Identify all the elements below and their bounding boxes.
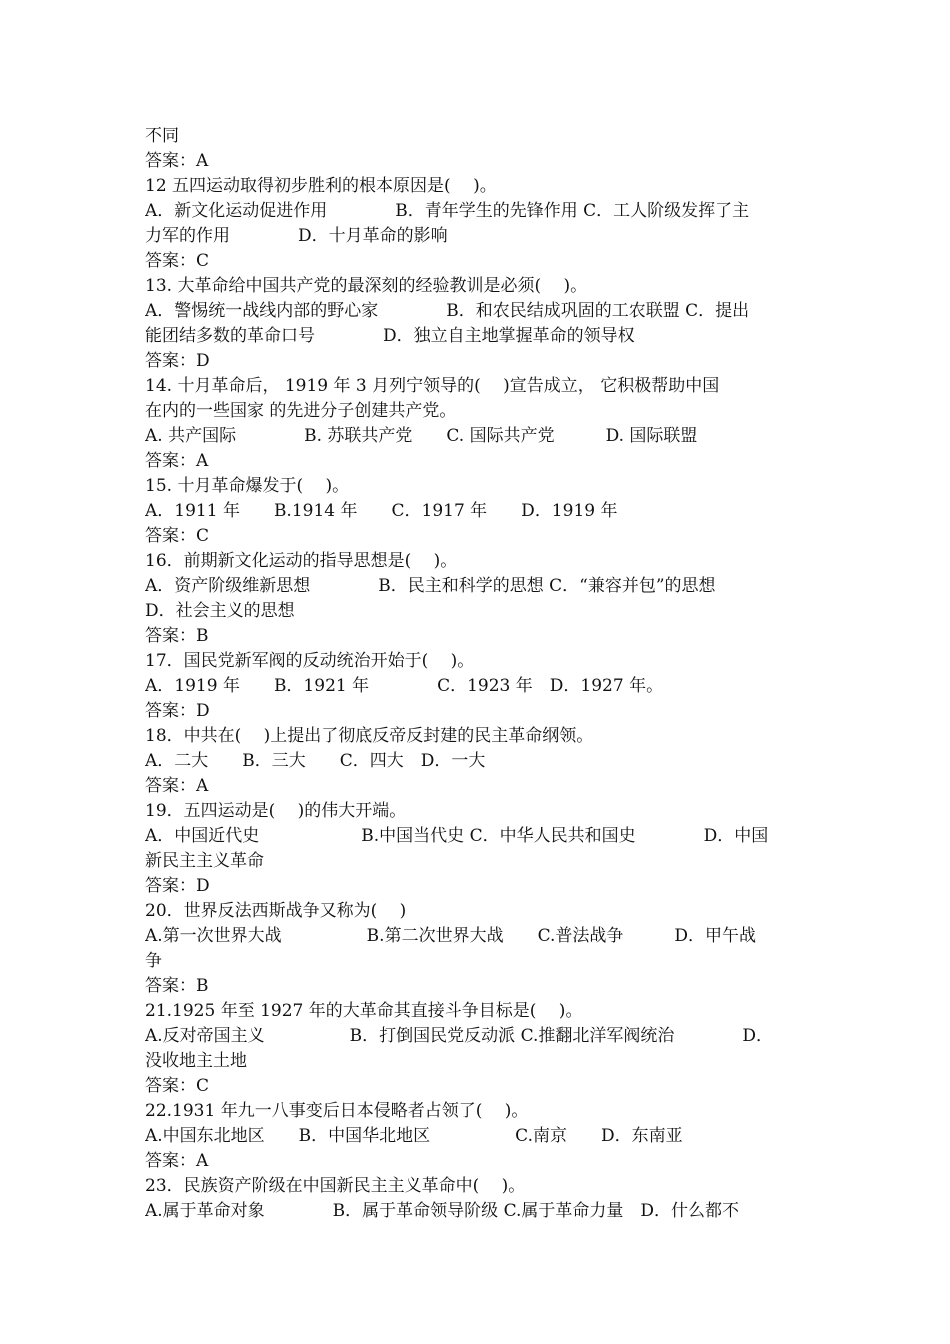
question-line: 16．前期新文化运动的指导思想是( )。 [145, 551, 458, 571]
options-line: A．1911 年 B.1914 年 C．1917 年 D．1919 年 [145, 501, 618, 521]
options-line: A.属于革命对象 B．属于革命领导阶级 C.属于革命力量 D．什么都不 [145, 1201, 740, 1221]
options-line: A．资产阶级维新思想 B．民主和科学的思想 C．“兼容并包”的思想 [145, 576, 716, 596]
options-line: A．二大 B．三大 C．四大 D．一大 [145, 751, 486, 771]
question-line: 在内的一些国家 的先进分子创建共产党。 [145, 401, 457, 421]
answer-line: 答案：A [145, 451, 209, 471]
answer-line: 答案：D [145, 351, 210, 371]
options-line: A．新文化运动促进作用 B．青年学生的先锋作用 C．工人阶级发挥了主 [145, 201, 750, 221]
options-line: 能团结多数的革命口号 D．独立自主地掌握革命的领导权 [145, 326, 635, 346]
question-line: 13. 大革命给中国共产党的最深刻的经验教训是必须( )。 [145, 276, 588, 296]
question-line: 20．世界反法西斯战争又称为( ) [145, 901, 407, 921]
options-line: 新民主主义革命 [145, 851, 264, 871]
question-line: 19．五四运动是( )的伟大开端。 [145, 801, 407, 821]
answer-line: 答案：A [145, 1151, 209, 1171]
options-line: A．1919 年 B．1921 年 C．1923 年 D．1927 年。 [145, 676, 664, 696]
question-line: 15. 十月革命爆发于( )。 [145, 476, 350, 496]
document-page [145, 124, 810, 1224]
answer-line: 答案：C [145, 251, 210, 271]
options-line: A. 共产国际 B. 苏联共产党 C. 国际共产党 D. 国际联盟 [145, 426, 698, 446]
options-line: 争 [145, 951, 162, 971]
answer-line: 答案：A [145, 151, 209, 171]
question-line: 18．中共在( )上提出了彻底反帝反封建的民主革命纲领。 [145, 726, 594, 746]
answer-line: 答案：C [145, 526, 210, 546]
question-line: 23．民族资产阶级在中国新民主主义革命中( )。 [145, 1176, 526, 1196]
options-line: A.反对帝国主义 B．打倒国民党反动派 C.推翻北洋军阀统治 D． [145, 1026, 774, 1046]
question-line: 17．国民党新军阀的反动统治开始于( )。 [145, 651, 475, 671]
question-line: 21.1925 年至 1927 年的大革命其直接斗争目标是( )。 [145, 1001, 583, 1021]
question-line: 22.1931 年九一八事变后日本侵略者占领了( )。 [145, 1101, 529, 1121]
options-line: A．中国近代史 B.中国当代史 C．中华人民共和国史 D．中国 [145, 826, 769, 846]
question-line: 14. 十月革命后， 1919 年 3 月列宁领导的( )宣告成立， 它积极帮助中国 [145, 376, 720, 396]
options-line: A.中国东北地区 B．中国华北地区 C.南京 D．东南亚 [145, 1126, 683, 1146]
answer-line: 答案：B [145, 976, 209, 996]
question-line: 12 五四运动取得初步胜利的根本原因是( )。 [145, 176, 497, 196]
options-line: 没收地主土地 [145, 1051, 247, 1071]
text-line: 不同 [145, 126, 179, 146]
answer-line: 答案：D [145, 876, 210, 896]
answer-line: 答案：B [145, 626, 209, 646]
answer-line: 答案：A [145, 776, 209, 796]
answer-line: 答案：D [145, 701, 210, 721]
answer-line: 答案：C [145, 1076, 210, 1096]
options-line: A.第一次世界大战 B.第二次世界大战 C.普法战争 D．甲午战 [145, 926, 757, 946]
options-line: A．警惕统一战线内部的野心家 B．和农民结成巩固的工农联盟 C．提出 [145, 301, 750, 321]
options-line: 力军的作用 D．十月革命的影响 [145, 226, 448, 246]
options-line: D．社会主义的思想 [145, 601, 295, 621]
